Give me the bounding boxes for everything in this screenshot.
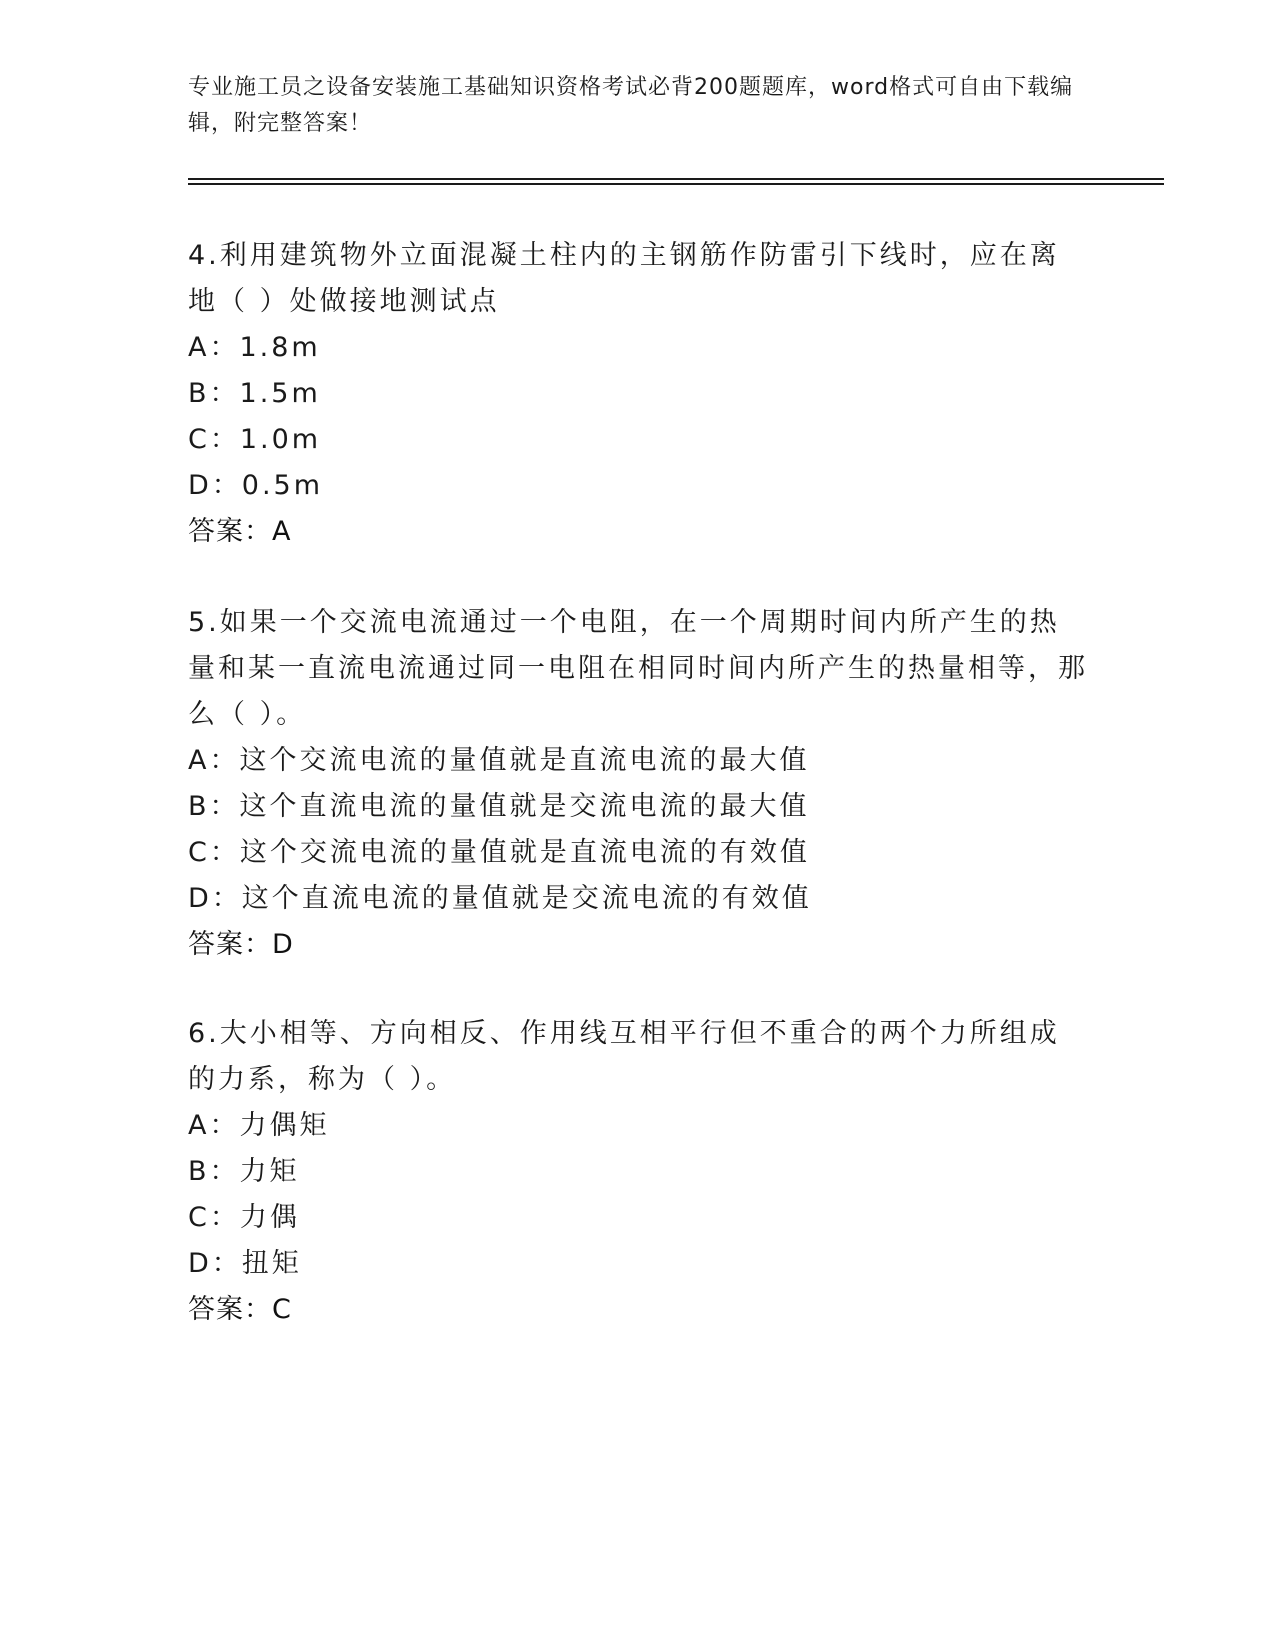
answer-line: 答案：C (188, 1294, 292, 1325)
option-d: D：这个直流电流的量值就是交流电流的有效值 (188, 883, 812, 914)
option-c: C：力偶 (188, 1202, 300, 1233)
question-stem: 4.利用建筑物外立面混凝土柱内的主钢筋作防雷引下线时，应在离地（ ）处做接地测试点 (188, 240, 1060, 317)
option-c: C：这个交流电流的量值就是直流电流的有效值 (188, 837, 810, 868)
question-block (188, 1011, 1088, 1333)
question-block (188, 600, 1088, 968)
option-a: A：力偶矩 (188, 1110, 330, 1141)
option-b: B：这个直流电流的量值就是交流电流的最大值 (188, 791, 810, 822)
header-divider-bottom (188, 183, 1164, 185)
option-a: A：这个交流电流的量值就是直流电流的最大值 (188, 745, 810, 776)
option-d: D：扭矩 (188, 1248, 302, 1279)
answer-line: 答案：D (188, 929, 294, 960)
option-b: B：1.5m (188, 378, 321, 409)
option-c: C：1.0m (188, 424, 322, 455)
question-block (188, 233, 1088, 555)
option-d: D：0.5m (188, 470, 324, 501)
header-divider-top (188, 178, 1164, 180)
document-header-title: 专业施工员之设备安装施工基础知识资格考试必背200题题库，word格式可自由下载编辑，附完整答案！ (188, 75, 1074, 136)
answer-line: 答案：A (188, 516, 292, 547)
question-stem: 6.大小相等、方向相反、作用线互相平行但不重合的两个力所组成的力系，称为（ ）。 (188, 1018, 1060, 1095)
option-a: A：1.8m (188, 332, 321, 363)
question-stem: 5.如果一个交流电流通过一个电阻，在一个周期时间内所产生的热量和某一直流电流通过同一电阻在相同时间内所产生的热量相等，那么（ ）。 (188, 607, 1088, 730)
option-b: B：力矩 (188, 1156, 300, 1187)
